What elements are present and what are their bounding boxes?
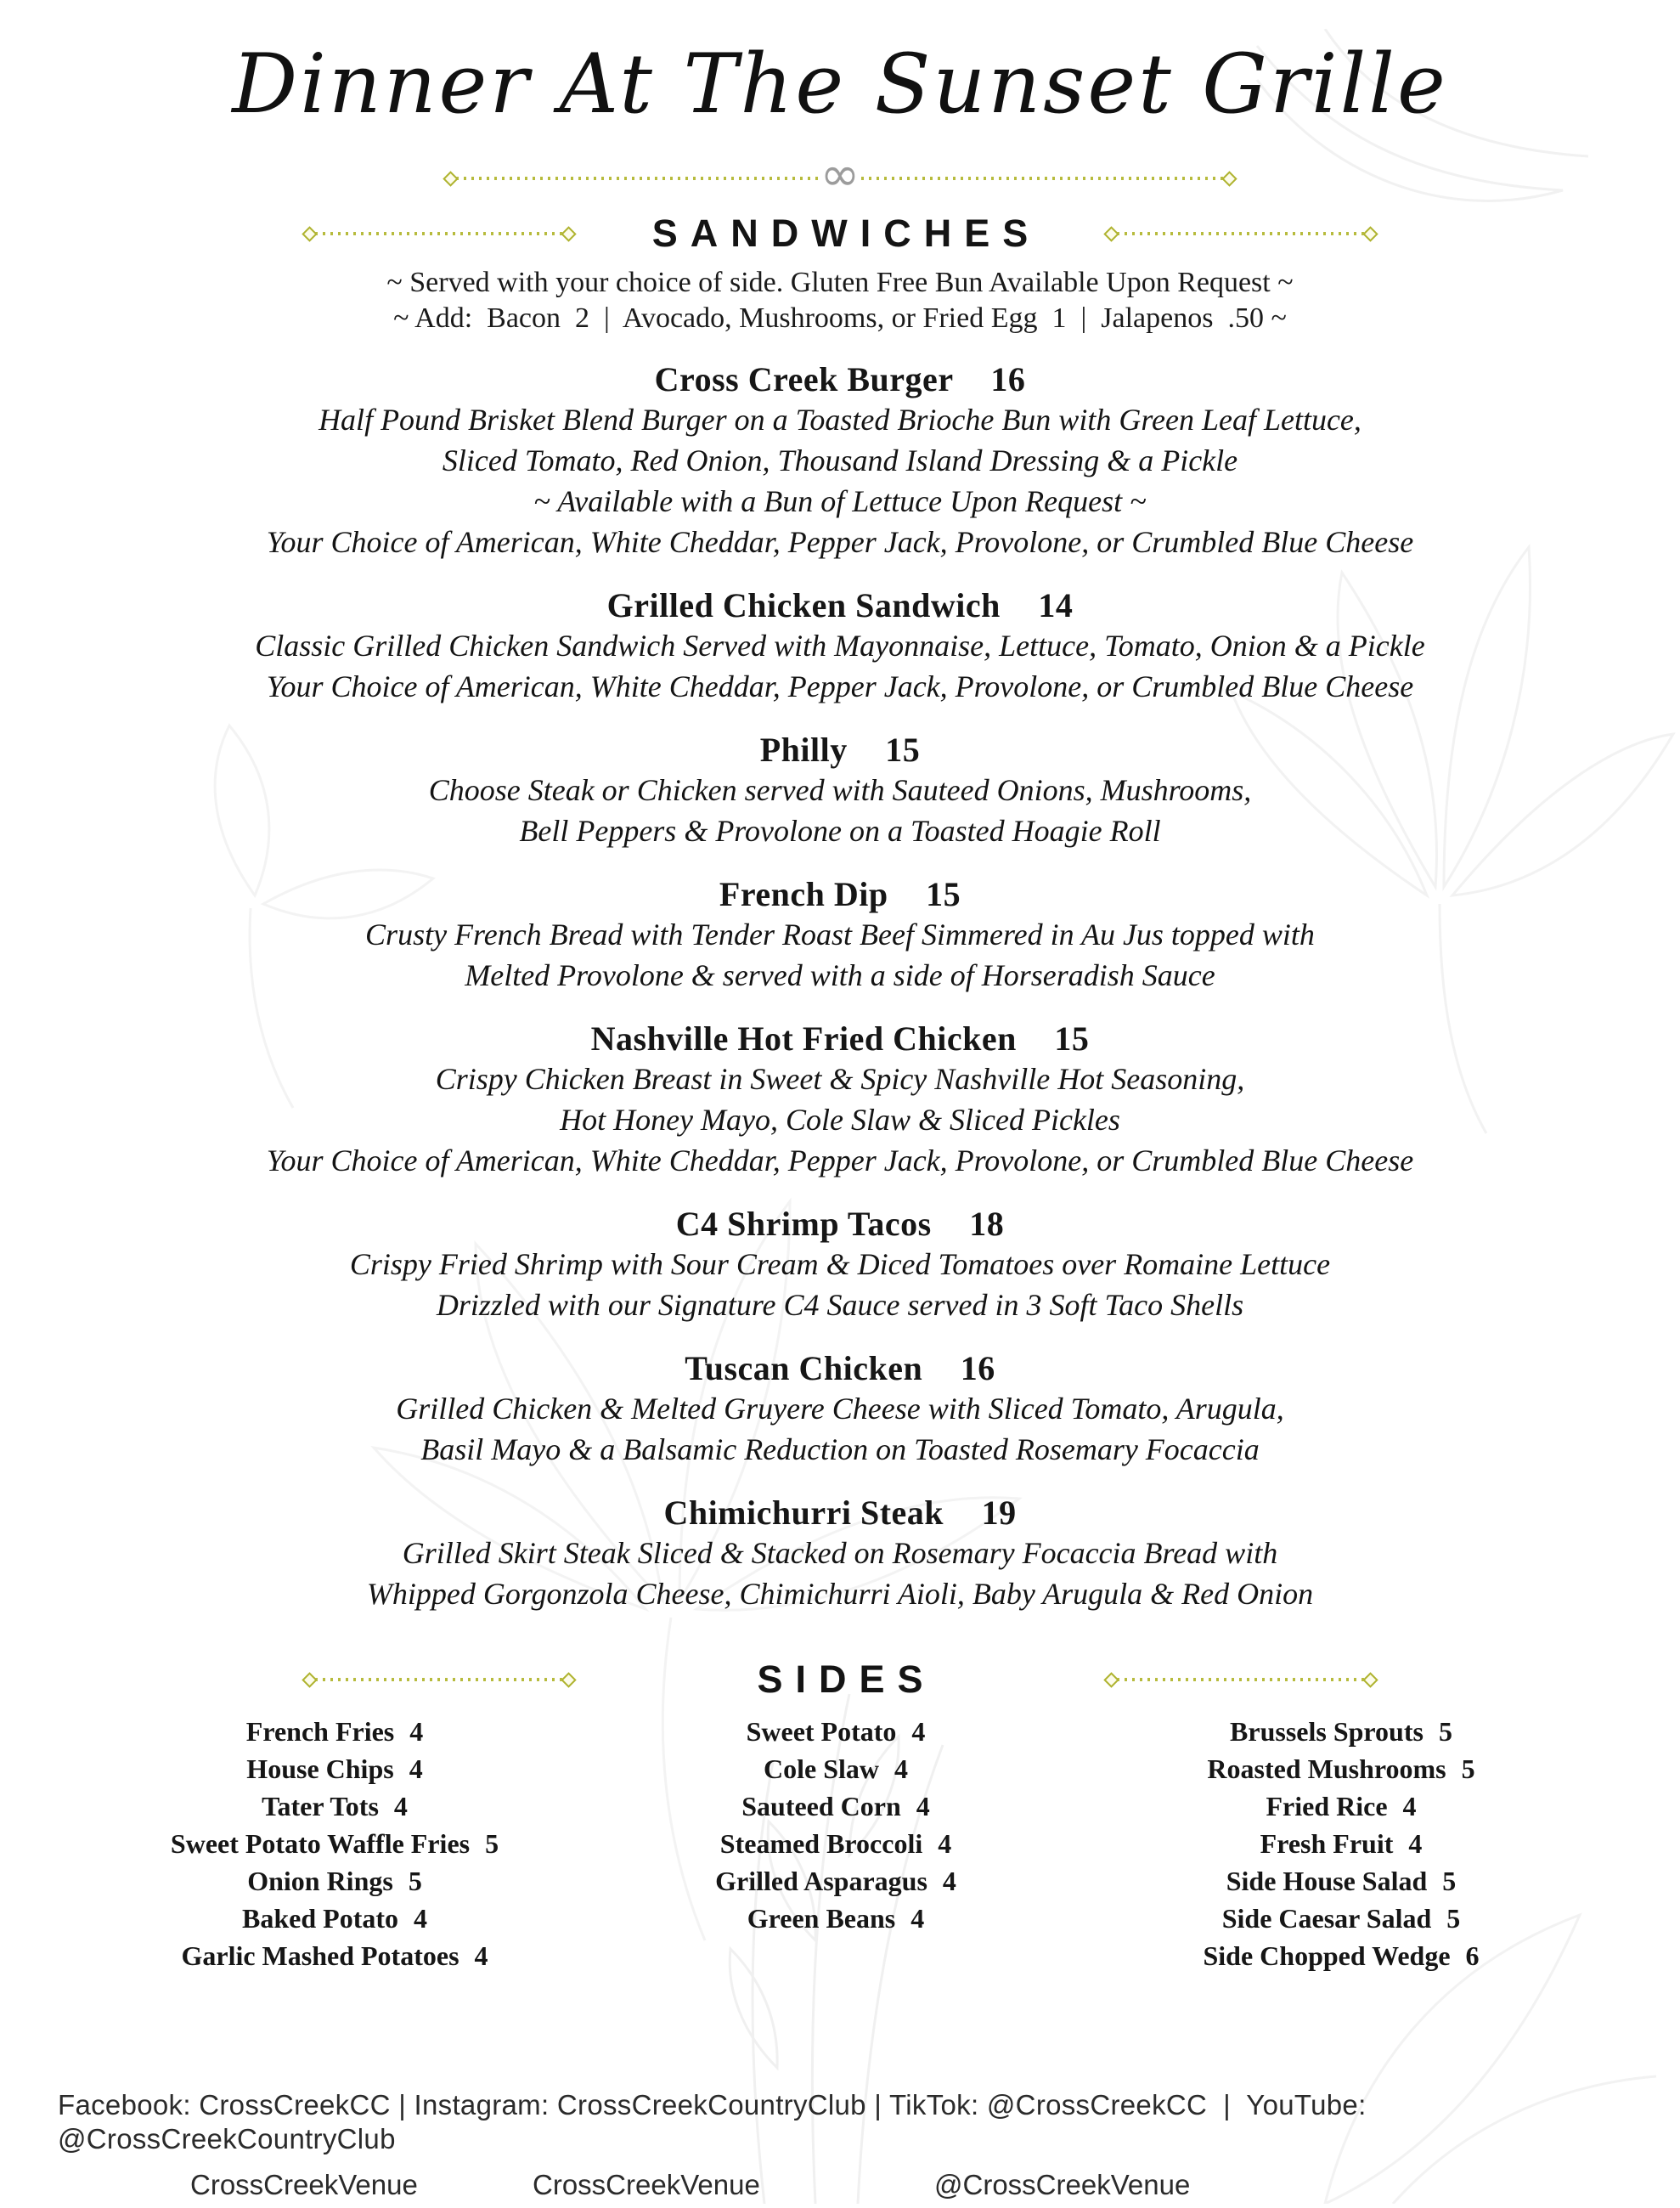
- item-title: [0, 1019, 1680, 1059]
- side-price: 5: [1461, 1753, 1475, 1784]
- diamond-icon: [302, 1672, 317, 1687]
- side-item: [80, 1900, 589, 1937]
- diamond-icon: [1103, 226, 1119, 241]
- side-price: 4: [1408, 1828, 1423, 1859]
- side-name: Brussels Sprouts: [1230, 1716, 1423, 1747]
- dotted-line: [315, 1678, 563, 1681]
- item-title: [0, 1494, 1680, 1533]
- side-name: Side House Salad: [1226, 1866, 1428, 1896]
- dotted-line: [861, 177, 1224, 180]
- side-price: 4: [474, 1940, 488, 1971]
- item-name: Nashville Hot Fried Chicken: [590, 1019, 1017, 1058]
- dotted-divider: [1106, 1674, 1376, 1686]
- item-name: French Dip: [719, 875, 888, 913]
- side-name: French Fries: [245, 1716, 395, 1747]
- menu-item: [0, 1205, 1680, 1325]
- item-name: Cross Creek Burger: [654, 360, 953, 398]
- item-description: [0, 399, 1680, 562]
- dotted-divider: [304, 229, 574, 240]
- item-description-line: Half Pound Brisket Blend Burger on a Toasted Brioche Bun with Green Leaf Lettuce,: [319, 403, 1361, 437]
- item-title: [0, 360, 1680, 399]
- diamond-icon: [1362, 1672, 1378, 1687]
- footer-social: [0, 2088, 1680, 2206]
- item-description-line: Crispy Fried Shrimp with Sour Cream & Diced Tomatoes over Romaine Lettuce: [349, 1247, 1331, 1281]
- title-divider: [445, 147, 1235, 202]
- side-name: Roasted Mushrooms: [1207, 1753, 1446, 1784]
- dotted-line: [315, 232, 563, 235]
- item-description-line: Bell Peppers & Provolone on a Toasted Hoagie Roll: [519, 814, 1161, 848]
- side-item: [589, 1862, 1082, 1900]
- dotted-line: [456, 177, 819, 180]
- side-item: [589, 1750, 1082, 1787]
- menu-item: [0, 586, 1680, 707]
- side-price: 4: [894, 1753, 908, 1784]
- side-item: [80, 1713, 589, 1750]
- sides-heading-row: [304, 1658, 1376, 1701]
- item-name: Tuscan Chicken: [685, 1349, 923, 1387]
- diamond-icon: [1221, 171, 1237, 186]
- item-price: 19: [981, 1494, 1017, 1532]
- footer-social-line1: Facebook: CrossCreekCC | Instagram: CrossCreekCountryClub | TikTok: @CrossCreekCC | YouTube: @CrossCreekCountryClub: [58, 2089, 1375, 2154]
- side-name: Tater Tots: [262, 1791, 379, 1821]
- sandwiches-heading-row: [304, 212, 1376, 255]
- item-description: [0, 625, 1680, 707]
- item-title: [0, 1205, 1680, 1244]
- side-price: 4: [916, 1791, 930, 1821]
- side-name: Garlic Mashed Potatoes: [181, 1940, 459, 1971]
- page-title: Dinner At The Sunset Grille: [232, 37, 1448, 132]
- side-name: Steamed Broccoli: [719, 1828, 923, 1859]
- menu-item: [0, 1494, 1680, 1614]
- footer-handle-instagram-venue: CrossCreekVenue: [533, 2169, 760, 2200]
- side-name: Sweet Potato: [746, 1716, 897, 1747]
- diamond-icon: [1103, 1672, 1119, 1687]
- diamond-icon: [302, 226, 317, 241]
- item-description: [0, 770, 1680, 851]
- item-description-line: Your Choice of American, White Cheddar, Pepper Jack, Provolone, or Crumbled Blue Cheese: [266, 669, 1414, 703]
- note-line: ~ Served with your choice of side. Gluten Free Bun Available Upon Request ~: [386, 267, 1294, 298]
- menu-item: [0, 875, 1680, 996]
- item-name: Philly: [759, 731, 848, 769]
- item-description-line: ~ Available with a Bun of Lettuce Upon Request ~: [533, 484, 1147, 518]
- item-description: [0, 1244, 1680, 1325]
- side-name: Sweet Potato Waffle Fries: [170, 1828, 471, 1859]
- side-item: [1082, 1900, 1600, 1937]
- item-price: 14: [1038, 586, 1074, 624]
- item-description-line: Hot Honey Mayo, Cole Slaw & Sliced Pickles: [560, 1103, 1120, 1137]
- item-price: 16: [990, 360, 1026, 398]
- side-item: [1082, 1862, 1600, 1900]
- side-price: 4: [393, 1791, 408, 1821]
- side-name: Onion Rings: [247, 1866, 393, 1896]
- item-description: [0, 1533, 1680, 1614]
- item-description: [0, 914, 1680, 996]
- note-line: ~ Add: Bacon 2 | Avocado, Mushrooms, or Fried Egg 1 | Jalapenos .50 ~: [393, 302, 1287, 334]
- menu-item: [0, 360, 1680, 562]
- item-name: Grilled Chicken Sandwich: [606, 586, 1001, 624]
- section-notes: [0, 265, 1680, 336]
- item-price: 16: [960, 1349, 995, 1387]
- sides-columns: [80, 1713, 1600, 1974]
- side-item: [1082, 1937, 1600, 1974]
- side-item: [589, 1787, 1082, 1825]
- side-name: House Chips: [246, 1753, 394, 1784]
- sides-column-middle: [589, 1713, 1082, 1974]
- sandwiches-list: [0, 360, 1680, 1614]
- item-description-line: Drizzled with our Signature C4 Sauce served in 3 Soft Taco Shells: [436, 1288, 1244, 1322]
- side-price: 5: [485, 1828, 499, 1859]
- item-title: [0, 1349, 1680, 1388]
- side-price: 4: [409, 1753, 423, 1784]
- side-price: 4: [409, 1716, 424, 1747]
- item-description-line: Classic Grilled Chicken Sandwich Served with Mayonnaise, Lettuce, Tomato, Onion & a Pickle: [255, 629, 1425, 663]
- dotted-line: [1117, 1678, 1365, 1681]
- side-item: [1082, 1713, 1600, 1750]
- item-description-line: Choose Steak or Chicken served with Sauteed Onions, Mushrooms,: [428, 773, 1252, 807]
- sides-column-left: [80, 1713, 589, 1974]
- dotted-line: [1117, 232, 1365, 235]
- side-price: 6: [1465, 1940, 1480, 1971]
- item-price: 15: [1054, 1019, 1090, 1058]
- side-item: [589, 1900, 1082, 1937]
- side-price: 4: [1402, 1791, 1417, 1821]
- side-item: [1082, 1750, 1600, 1787]
- side-name: Sauteed Corn: [741, 1791, 901, 1821]
- item-title: [0, 875, 1680, 914]
- item-title: [0, 586, 1680, 625]
- side-price: 4: [911, 1716, 926, 1747]
- side-price: 4: [942, 1866, 956, 1896]
- side-price: 5: [1442, 1866, 1457, 1896]
- infinity-icon: ∞: [820, 147, 860, 202]
- side-name: Green Beans: [747, 1903, 896, 1934]
- section-heading-sides: SIDES: [757, 1657, 936, 1701]
- side-name: Side Caesar Salad: [1221, 1903, 1432, 1934]
- side-name: Baked Potato: [242, 1903, 398, 1934]
- item-title: [0, 731, 1680, 770]
- item-price: 18: [969, 1205, 1005, 1243]
- section-heading-sandwiches: SANDWICHES: [651, 212, 1041, 255]
- item-price: 15: [926, 875, 961, 913]
- side-item: [589, 1713, 1082, 1750]
- item-description: [0, 1059, 1680, 1181]
- item-description-line: Grilled Chicken & Melted Gruyere Cheese with Sliced Tomato, Arugula,: [396, 1392, 1284, 1426]
- menu-item: [0, 731, 1680, 851]
- side-price: 5: [408, 1866, 422, 1896]
- item-description-line: Basil Mayo & a Balsamic Reduction on Toasted Rosemary Focaccia: [420, 1432, 1260, 1466]
- side-name: Side Chopped Wedge: [1203, 1940, 1451, 1971]
- item-description-line: Sliced Tomato, Red Onion, Thousand Island Dressing & a Pickle: [442, 443, 1238, 477]
- side-item: [1082, 1787, 1600, 1825]
- item-description-line: Your Choice of American, White Cheddar, Pepper Jack, Provolone, or Crumbled Blue Cheese: [266, 525, 1414, 559]
- diamond-icon: [1362, 226, 1378, 241]
- item-description-line: Grilled Skirt Steak Sliced & Stacked on Rosemary Focaccia Bread with: [402, 1536, 1278, 1570]
- side-price: 4: [938, 1828, 952, 1859]
- footer-handle-facebook-venue: CrossCreekVenue: [190, 2169, 418, 2200]
- side-price: 4: [910, 1903, 925, 1934]
- side-name: Cole Slaw: [764, 1753, 879, 1784]
- dotted-divider: [1106, 229, 1376, 240]
- side-price: 5: [1438, 1716, 1452, 1747]
- dotted-divider: [304, 1674, 574, 1686]
- menu-item: [0, 1349, 1680, 1470]
- side-item: [80, 1787, 589, 1825]
- side-item: [80, 1750, 589, 1787]
- item-description: [0, 1388, 1680, 1470]
- item-description-line: Melted Provolone & served with a side of Horseradish Sauce: [465, 958, 1215, 992]
- item-price: 15: [885, 731, 921, 769]
- menu-item: [0, 1019, 1680, 1181]
- side-price: 5: [1446, 1903, 1461, 1934]
- side-item: [589, 1825, 1082, 1862]
- item-description-line: Your Choice of American, White Cheddar, Pepper Jack, Provolone, or Crumbled Blue Cheese: [266, 1144, 1414, 1177]
- item-description-line: Whipped Gorgonzola Cheese, Chimichurri Aioli, Baby Arugula & Red Onion: [366, 1577, 1314, 1611]
- item-description-line: Crispy Chicken Breast in Sweet & Spicy Nashville Hot Seasoning,: [435, 1062, 1245, 1096]
- footer-handle-tiktok-venue: @CrossCreekVenue: [934, 2169, 1191, 2200]
- sides-column-right: [1082, 1713, 1600, 1974]
- diamond-icon: [443, 171, 458, 186]
- side-name: Grilled Asparagus: [715, 1866, 927, 1896]
- item-name: C4 Shrimp Tacos: [675, 1205, 932, 1243]
- side-name: Fried Rice: [1266, 1791, 1388, 1821]
- side-price: 4: [414, 1903, 427, 1934]
- side-item: [80, 1862, 589, 1900]
- side-item: [1082, 1825, 1600, 1862]
- side-name: Fresh Fruit: [1260, 1828, 1394, 1859]
- item-name: Chimichurri Steak: [663, 1494, 944, 1532]
- side-item: [80, 1937, 589, 1974]
- side-item: [80, 1825, 589, 1862]
- item-description-line: Crusty French Bread with Tender Roast Beef Simmered in Au Jus topped with: [365, 918, 1315, 952]
